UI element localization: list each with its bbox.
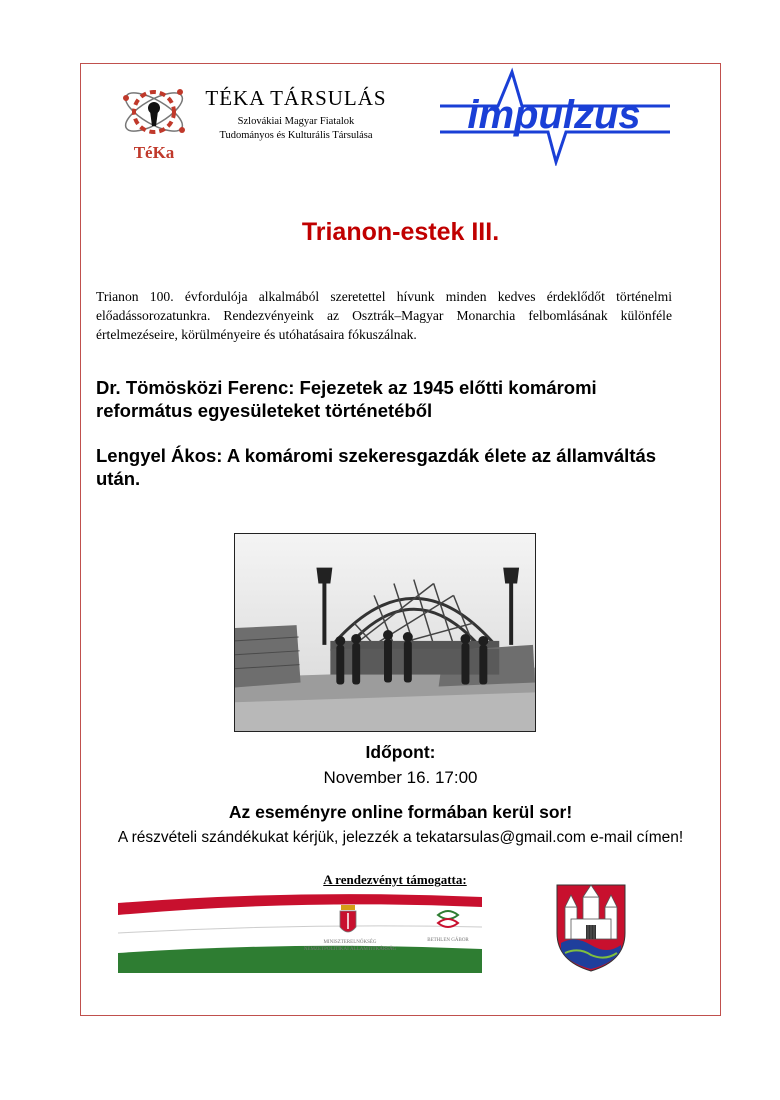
organizer-block: [196, 86, 396, 143]
sponsor1-line2: NEMZETPOLITIKAI ÁLLAMTITKÁRSÁG: [303, 947, 397, 952]
contact-line: A részvételi szándékukat kérjük, jelezzék a tekatarsulas@gmail.com e-mail címen!: [117, 829, 684, 846]
lecture-2: Lengyel Ákos: A komáromi szekeresgazdák élete az államváltás után.: [96, 445, 657, 489]
impulzus-logo-text: impulzus: [467, 93, 641, 137]
komarom-coat-of-arms-icon: [555, 883, 627, 973]
time-label: Időpont:: [365, 742, 436, 762]
support-label: A rendezvényt támogatta:: [323, 872, 467, 887]
lecture-1: Dr. Tömösközi Ferenc: Fejezetek az 1945 előtti komáromi református egyesületeket történetéből: [96, 377, 597, 421]
teka-logo-icon: [118, 78, 190, 162]
impulzus-logo-icon: [438, 66, 670, 166]
hungarian-coat-icon: [340, 905, 356, 932]
sponsor-banner: [118, 893, 482, 973]
organizer-subtitle-2: Tudományos és Kulturális Társulása: [219, 130, 373, 141]
sponsor1-line1: MINISZTERELNÖKSÉG: [323, 940, 377, 945]
bridge-photo: [234, 533, 536, 732]
online-notice: Az eseményre online formában kerül sor!: [228, 802, 573, 822]
time-value: November 16. 17:00: [323, 768, 478, 787]
teka-logo-text: TéKa: [133, 143, 175, 162]
organizer-subtitle-1: Szlovákiai Magyar Fiatalok: [237, 116, 355, 127]
sponsor2-name: BETHLEN GÁBOR: [427, 938, 469, 943]
event-title: Trianon-estek III.: [301, 218, 500, 246]
intro-paragraph: Trianon 100. évfordulója alkalmából szeretettel hívunk minden kedves érdeklődőt történelmi előadássorozatunkra. Rendezvényeink az Osztrák–Magyar Monarchia felbomlásának különféle értelmezéseire, körülményeire és utóhatásaira fókuszálnak.: [96, 289, 672, 342]
organizer-name: TÉKA TÁRSULÁS: [205, 86, 387, 110]
